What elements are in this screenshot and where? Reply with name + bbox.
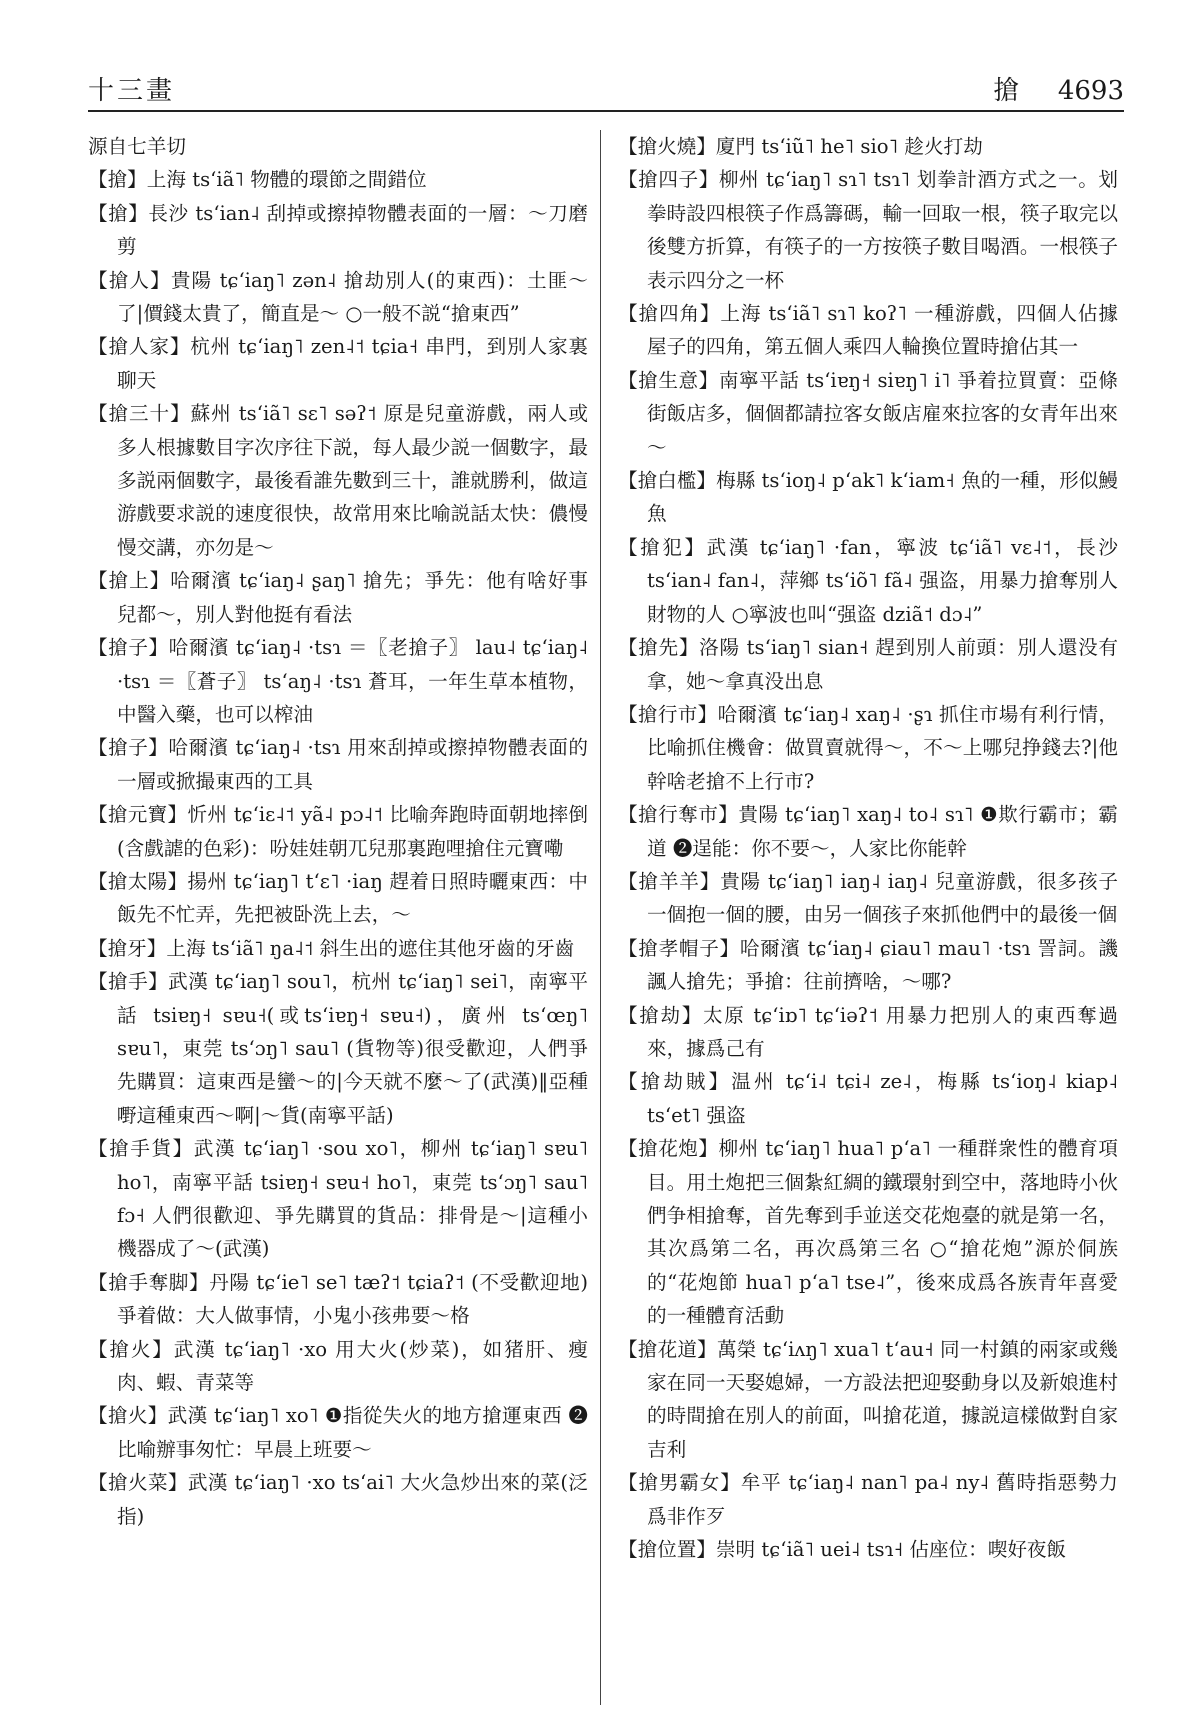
dictionary-entry: 【搶火】武漢 tɕʻiaŋ˥ ·xo 用大火(炒菜)，如猪肝、瘦肉、蝦、青菜等: [88, 1337, 588, 1395]
dictionary-entry: 【搶白檻】梅縣 tsʻioŋ˨ pʻak˥ kʻiam˧ 魚的一種，形似鰻魚: [618, 469, 1118, 526]
dictionary-entry: 【搶劫】太原 tɕʻiɒ˥ tɕʻiəʔ˦ 用暴力把別人的東西奪過來，據爲己有: [618, 1003, 1118, 1060]
left-column: [88, 130, 588, 1700]
dictionary-entry: 【搶火】武漢 tɕʻiaŋ˥ xo˥ ❶指從失火的地方搶運東西 ❷比喻辦事匆忙：早晨上班要～: [88, 1404, 588, 1461]
dictionary-entry: 【搶花炮】柳州 tɕʻiaŋ˥ hua˥ pʻa˥ 一種群衆性的體育項目。用土炮把三個紮紅綢的鐵環射到空中，落地時小伙們争相搶奪，首先奪到手並送交花炮臺的就是第一名，其次爲第二名，再次爲第三名 ○“搶花炮”源於侗族的“花炮節 hua˥ pʻa˥ tse˨”，後來成爲各族青年喜愛的一種體育活動: [618, 1137, 1118, 1328]
dictionary-entry: 【搶三十】蘇州 tsʻiã˥ sɛ˥ səʔ˦ 原是兒童游戲，兩人或多人根據數目字次序往下説，每人最少説一個數字，最多説兩個數字，最後看誰先數到三十，誰就勝利，做這游戲要求説的速度很快，故常用來比喻説話太快：儂慢慢交講，亦勿是～: [88, 402, 588, 559]
right-column: [618, 130, 1118, 1700]
dictionary-entry: 【搶孝帽子】哈爾濱 tɕʻiaŋ˨ ɕiau˥ mau˥ ·tsɿ 詈詞。譏諷人搶先；爭搶：往前擠啥，～哪?: [618, 936, 1118, 994]
dictionary-entry: 【搶上】哈爾濱 tɕʻiaŋ˨ ʂaŋ˥ 搶先；爭先：他有啥好事兒都～，別人對他挺有看法: [88, 569, 588, 626]
dictionary-entry: 【搶手】武漢 tɕʻiaŋ˥ sou˥，杭州 tɕʻiaŋ˥ sei˥，南寧平話 tsiɐŋ˧ sɐu˧(或tsʻiɐŋ˧ sɐu˧)，廣州 tsʻœŋ˥ sɐu˥，東莞 tsʻɔŋ˥ sau˥ (貨物等)很受歡迎，人們爭先購買：這東西是蠻～的|今天就不麼～了(武漢)‖亞種嘢這種東西～啊|～貨(南寧平話): [88, 970, 588, 1127]
dictionary-entry: 【搶行奪市】貴陽 tɕʻiaŋ˥ xaŋ˨ to˨ sɿ˥ ❶欺行霸市；霸道 ❷逞能：你不要～，人家比你能幹: [618, 803, 1118, 860]
headword: 搶: [993, 76, 1020, 106]
running-head: [993, 70, 1124, 107]
section-title: 十三畫: [88, 76, 176, 106]
dictionary-entry: 【搶子】哈爾濱 tɕʻiaŋ˨ ·tsɿ ＝〖老搶子〗 lau˨ tɕʻiaŋ˨ ·tsɿ ＝〖蒼子〗 tsʻaŋ˨ ·tsɿ 蒼耳，一年生草本植物，中醫入藥，也可以榨油: [88, 636, 588, 726]
dictionary-entry: 【搶太陽】揚州 tɕʻiaŋ˥ tʻɛ˥ ·iaŋ 趕着日照時曬東西：中飯先不忙弄，先把被卧洗上去，～: [88, 869, 588, 927]
header-rule: [88, 110, 1124, 112]
dictionary-entry: 【搶元寶】忻州 tɕʻiɛ˨˦ yã˨ pɔ˨˦ 比喻奔跑時面朝地摔倒(含戲謔的色彩)：吩娃娃朝兀兒那裏跑哩搶住元寶嘞: [88, 803, 588, 860]
dictionary-entry: 【搶手奪脚】丹陽 tɕʻie˥ se˥ tæʔ˦ tɕiaʔ˦ (不受歡迎地)爭着做：大人做事情，小鬼小孩弗要～格: [88, 1270, 588, 1328]
dictionary-entry: 【搶人】貴陽 tɕʻiaŋ˥ zən˨ 搶劫別人(的東西)：土匪～了|價錢太貴了，簡直是～ ○一般不説“搶東西”: [88, 268, 588, 326]
dictionary-entry: 【搶火菜】武漢 tɕʻiaŋ˥ ·xo tsʻai˥ 大火急炒出來的菜(泛指): [88, 1471, 588, 1528]
dictionary-entry: 【搶男霸女】牟平 tɕʻiaŋ˨ nan˥ pa˨ ny˨ 舊時指惡勢力爲非作歹: [618, 1471, 1118, 1528]
dictionary-entry: 【搶位置】崇明 tɕʻiã˥ uei˨ tsɿ˧ 佔座位：喫好夜飯: [618, 1538, 1067, 1562]
dictionary-entry: 【搶行市】哈爾濱 tɕʻiaŋ˨ xaŋ˨ ·ʂɿ 抓住市場有利行情，比喻抓住機會：做買賣就得～，不～上哪兒挣錢去?|他幹啥老搶不上行市?: [618, 702, 1118, 793]
dictionary-entry: 【搶手貨】武漢 tɕʻiaŋ˥ ·sou xo˥，柳州 tɕʻiaŋ˥ sɐu˥ ho˥，南寧平話 tsiɐŋ˧ sɐu˧ ho˥，東莞 tsʻɔŋ˥ sau˥ fɔ˧ 人們很歡迎、爭先購買的貨品：排骨是～|這種小機器成了～(武漢): [88, 1137, 588, 1261]
dictionary-entry: 【搶花道】萬榮 tɕʻiʌŋ˥ xua˥ tʻau˧ 同一村鎮的兩家或幾家在同一天娶媳婦，一方設法把迎娶動身以及新娘進村的時間搶在別人的前面，叫搶花道，據説這樣做對自家吉利: [618, 1337, 1118, 1461]
dictionary-entry: 【搶火燒】廈門 tsʻiũ˥ he˥ sio˥ 趁火打劫: [618, 135, 983, 158]
dictionary-entry: 【搶犯】武漢 tɕʻiaŋ˥ ·fan，寧波 tɕʻiã˥ vɛ˨˦，長沙 tsʻian˨ fan˨，萍鄉 tsʻiõ˥ fã˨ 强盗，用暴力搶奪別人財物的人 ○寧波也叫“强盗 dziã˦ dɔ˨”: [618, 535, 1118, 626]
dictionary-entry: 【搶牙】上海 tsʻiã˥ ŋa˨˦ 斜生出的遮住其他牙齒的牙齒: [88, 936, 575, 960]
dictionary-entry: 【搶劫賊】温州 tɕʻi˨ tɕi˨ ze˨，梅縣 tsʻioŋ˨ kiap˨ tsʻet˥ 强盗: [618, 1070, 1118, 1127]
dictionary-entry: 【搶人家】杭州 tɕʻiaŋ˥ zen˨˦ tɕia˧ 串門，到別人家裏聊天: [88, 335, 588, 392]
dictionary-entry: 【搶四子】柳州 tɕʻiaŋ˥ sɿ˥ tsɿ˥ 划拳計酒方式之一。划拳時設四根筷子作爲籌碼，輸一回取一根，筷子取完以後雙方折算，有筷子的一方按筷子數目喝酒。一根筷子表示四分之一杯: [618, 168, 1118, 292]
page-number: 4693: [1057, 76, 1124, 106]
dictionary-entry: 【搶】上海 tsʻiã˥ 物體的環節之間錯位: [88, 168, 427, 192]
dictionary-entry: 【搶先】洛陽 tsʻiaŋ˥ sian˧ 趕到別人前頭：別人還没有拿，她～拿真没出息: [618, 636, 1118, 693]
dictionary-entry: 【搶羊羊】貴陽 tɕʻiaŋ˥ iaŋ˨ iaŋ˨ 兒童游戲，很多孩子一個抱一個的腰，由另一個孩子來抓他們中的最後一個: [618, 869, 1118, 927]
dictionary-entry: 【搶四角】上海 tsʻiã˥ sɿ˥ koʔ˥ 一種游戲，四個人佔據屋子的四角，第五個人乘四人輪換位置時搶佔其一: [618, 302, 1118, 359]
dictionary-entry: 【搶生意】南寧平話 tsʻiɐŋ˧ siɐŋ˥ i˥ 爭着拉買賣：亞條街飯店多，個個都請拉客女飯店雇來拉客的女青年出來～: [618, 368, 1118, 459]
dictionary-entry: 【搶子】哈爾濱 tɕʻiaŋ˨ ·tsɿ 用來刮掉或擦掉物體表面的一層或掀撮東西的工具: [88, 736, 588, 793]
page-header: [88, 66, 1124, 112]
column-divider: [600, 130, 601, 1705]
dictionary-entry: 【搶】長沙 tsʻian˨ 刮掉或擦掉物體表面的一層：～刀磨剪: [88, 201, 588, 259]
entry-continuation: 源自七羊切: [88, 135, 186, 158]
